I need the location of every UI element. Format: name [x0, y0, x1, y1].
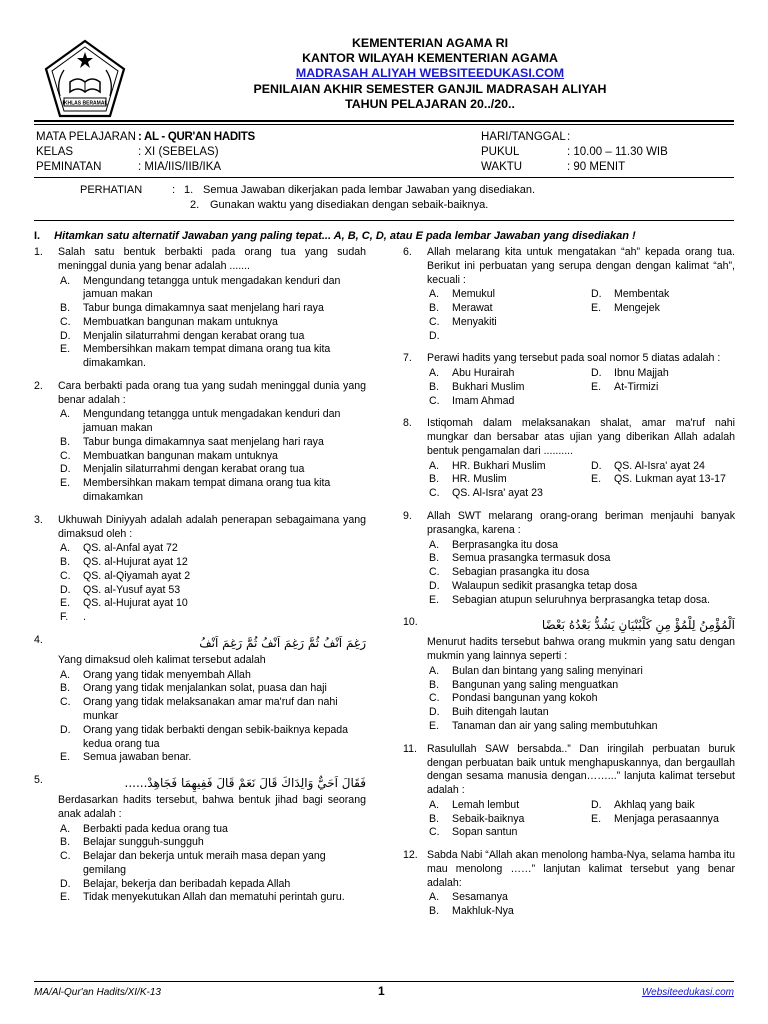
option-text: QS. Al-Isra' ayat 24	[614, 459, 705, 472]
answer-option[interactable]	[58, 450, 366, 464]
option-letter: E.	[60, 891, 71, 904]
answer-option[interactable]	[427, 316, 589, 330]
answer-option[interactable]	[58, 463, 366, 477]
option-text: QS. al-Qiyamah ayat 2	[83, 569, 191, 582]
option-letter: C.	[60, 696, 71, 709]
attention-item-2: Gunakan waktu yang disediakan dengan sebaik-baiknya.	[210, 199, 489, 211]
question-item	[403, 743, 735, 840]
option-text: Bukhari Muslim	[452, 380, 525, 393]
option-letter: F.	[60, 611, 69, 624]
attention-item-1: Semua Jawaban dikerjakan pada lembar Jawaban yang disediakan.	[203, 184, 536, 196]
option-text: Mengundang tetangga untuk mengadakan kenduri dan jamuan makan	[83, 274, 341, 301]
answer-option	[589, 826, 759, 840]
option-letter: C.	[60, 449, 71, 462]
option-letter: D.	[429, 579, 440, 592]
option-text: QS. al-Anfal ayat 72	[83, 542, 178, 555]
option-text: Membuatkan bangunan makam untuknya	[83, 315, 278, 328]
question-text: Menurut hadits tersebut bahwa orang mukmin yang satu dengan mukmin yang lainnya seperti :	[427, 636, 735, 663]
option-letter: C.	[429, 315, 440, 328]
option-letter: E.	[60, 477, 71, 490]
question-number: 4.	[34, 633, 43, 646]
option-text: Belajar, bekerja dan beribadah kepada Allah	[83, 877, 291, 890]
answer-option[interactable]	[58, 436, 366, 450]
option-letter: C.	[429, 826, 440, 839]
option-text: Mengundang tetangga untuk mengadakan kenduri dan jamuan makan	[83, 408, 341, 435]
option-letter: D.	[60, 463, 71, 476]
answer-option[interactable]	[427, 460, 589, 474]
option-letter: E.	[591, 812, 602, 825]
option-text: Berprasangka itu dosa	[452, 538, 559, 551]
option-letter: E.	[60, 751, 71, 764]
answer-option[interactable]	[427, 566, 735, 580]
question-number: 9.	[403, 510, 412, 523]
options-list	[58, 669, 366, 765]
question-number: 6.	[403, 246, 412, 258]
time-label: PUKUL	[481, 146, 520, 158]
answer-option[interactable]	[427, 665, 735, 679]
answer-option[interactable]	[427, 799, 589, 813]
footer-website-link[interactable]: Websiteedukasi.com	[641, 987, 734, 998]
answer-option[interactable]	[58, 696, 366, 724]
option-text: Menjalin silaturrahmi dengan kerabat orang tua	[83, 463, 305, 476]
answer-option[interactable]	[427, 381, 589, 395]
answer-option[interactable]	[427, 826, 589, 840]
question-number: 2.	[34, 379, 43, 392]
option-text: Makhluk-Nya	[452, 905, 514, 918]
answer-option[interactable]	[58, 316, 366, 330]
question-number: 7.	[403, 352, 412, 365]
school-name: MADRASAH ALIYAH WEBSITEEDUKASI.COM	[295, 66, 565, 80]
option-text: Sesamanya	[452, 891, 508, 904]
duration-label: WAKTU	[481, 161, 523, 173]
major-label: PEMINATAN	[36, 161, 102, 173]
question-text: Istiqomah dalam melaksanakan shalat, amar ma'ruf nahi mungkar dan bersabar atas ujian yang diberikan Allah adalah bentuk pengamalan dari ..........	[427, 417, 735, 457]
options-grid	[427, 460, 735, 501]
option-text: Menjaga perasaannya	[614, 812, 719, 825]
option-text: Orang yang tidak menyembah Allah	[83, 668, 251, 681]
answer-option[interactable]	[427, 473, 589, 487]
option-letter: E.	[60, 597, 71, 610]
option-letter: B.	[429, 552, 440, 565]
option-text: Membersihkan makam tempat dimana orang tua kita dimakamkan	[83, 477, 331, 504]
section-number: I.	[34, 230, 41, 242]
answer-option[interactable]	[589, 367, 759, 381]
option-text: Tabur bunga dimakamnya saat menjelang hari raya	[83, 302, 324, 315]
option-letter: B.	[429, 302, 440, 315]
answer-option[interactable]	[58, 669, 366, 683]
time-value: : 10.00 – 11.30 WIB	[567, 146, 668, 158]
answer-option[interactable]	[427, 679, 735, 693]
question-number: 3.	[34, 513, 43, 526]
question-text: Ukhuwah Diniyyah adalah adalah penerapan sebagaimana yang dimaksud oleh :	[58, 513, 366, 540]
answer-option	[589, 330, 759, 344]
option-text: Imam Ahmad	[452, 394, 515, 407]
class-value: : XI (SEBELAS)	[138, 146, 219, 158]
option-letter: A.	[429, 538, 440, 551]
subject-value: : AL - QUR'AN HADITS	[138, 131, 255, 143]
question-item	[34, 634, 366, 765]
option-text: QS. al-Hujurat ayat 10	[83, 597, 188, 610]
option-letter: B.	[60, 836, 71, 849]
question-text: Berdasarkan hadits tersebut, bahwa bentuk jihad bagi seorang anak adalah :	[58, 794, 366, 820]
answer-option[interactable]	[58, 682, 366, 696]
answer-option[interactable]	[589, 381, 759, 395]
option-text: Tidak menyekutukan Allah dan mematuhi perintah guru.	[83, 891, 345, 904]
ministry-title: KEMENTERIAN AGAMA RI	[351, 36, 509, 50]
option-text: Pondasi bangunan yang kokoh	[452, 692, 598, 705]
option-text: Walaupun sedikit prasangka tetap dosa	[452, 579, 638, 592]
answer-option[interactable]	[58, 343, 366, 371]
question-number: 11.	[403, 742, 417, 755]
answer-option[interactable]	[58, 477, 366, 505]
question-number: 5.	[34, 774, 43, 787]
question-text: Sabda Nabi “Allah akan menolong hamba-Nya, selama hamba itu mau menolong ……” lanjutan kalimat tersebut yang benar adalah:	[427, 849, 735, 889]
options-list	[427, 665, 735, 734]
options-grid	[427, 367, 735, 408]
option-text: Membersihkan makam tempat dimana orang tua kita dimakamkan.	[83, 343, 331, 370]
section-instruction: Hitamkan satu alternatif Jawaban yang paling tepat... A, B, C, D, atau E pada lembar Jawaban yang disediakan !	[54, 230, 636, 242]
option-text: Bulan dan bintang yang saling menyinari	[452, 664, 643, 677]
answer-option[interactable]	[427, 905, 735, 919]
option-letter: C.	[60, 850, 71, 863]
question-item	[403, 417, 735, 501]
question-number: 8.	[403, 417, 412, 430]
arabic-text: فَقَالَ اَحَيٌّ وَالِدَاكَ قَالَ نَعَمْ قَالَ فَفِيهِمَا فَجَاهِدْ......	[124, 776, 366, 791]
header-rule	[34, 120, 734, 122]
option-text: Belajar dan bekerja untuk meraih masa depan yang gemilang	[83, 850, 326, 876]
options-grid	[427, 288, 735, 343]
option-text: Orang yang tidak melaksanakan amar ma'ruf dan nahi munkar	[83, 696, 338, 722]
option-text: Tabur bunga dimakamnya saat menjelang hari raya	[83, 435, 324, 448]
option-text: Belajar sungguh-sungguh	[83, 836, 204, 849]
answer-option[interactable]	[427, 552, 735, 566]
answer-option[interactable]	[58, 275, 366, 303]
options-list	[427, 891, 735, 919]
option-text: .	[83, 611, 86, 624]
option-text: Tanaman dan air yang saling membutuhkan	[452, 719, 658, 732]
logo-motto: IKHLAS BERAMAL	[62, 100, 108, 107]
question-text: Allah melarang kita untuk mengatakan “ah” kepada orang tua. Berikut ini perbuatan yang serupa dengan dengan kalimat “ah”, kecuali :	[427, 246, 735, 286]
option-letter: E.	[591, 302, 602, 315]
option-letter: A.	[60, 542, 71, 555]
arabic-text: اَلْمُؤْمِنُ لِلْمُؤْ مِنِ كَلْبُنْيَانِ يَشُدُّ بَعْدُهُ بَعْضًا	[541, 618, 735, 633]
answer-option	[589, 395, 759, 409]
option-text: QS. Lukman ayat 13-17	[614, 473, 726, 486]
question-item	[403, 616, 735, 733]
attention-rule	[34, 220, 734, 221]
option-text: QS. al-Yusuf ayat 53	[83, 583, 181, 596]
question-text: Allah SWT melarang orang-orang beriman menjauhi banyak prasangka, karena :	[427, 510, 735, 536]
question-number: 1.	[34, 246, 43, 258]
answer-option[interactable]	[58, 724, 366, 752]
answer-option[interactable]	[427, 891, 735, 905]
option-letter: B.	[60, 682, 71, 695]
day-value: :	[567, 131, 571, 143]
answer-option[interactable]	[427, 580, 735, 594]
answer-option[interactable]	[58, 823, 366, 837]
option-letter: C.	[429, 692, 440, 705]
question-text: Rasulullah SAW bersabda..” Dan iringilah perbuatan buruk dengan perbuatan baik untuk menghapuskannya, dan bergaullah dengan sesama manusia dengan……...” lanjuta kalimat tersebut adalah :	[427, 742, 735, 797]
option-letter: E.	[429, 719, 440, 732]
option-letter: D.	[60, 723, 71, 736]
option-text: HR. Bukhari Muslim	[452, 459, 546, 472]
option-text: Menyakiti	[452, 315, 497, 328]
footer-rule	[34, 981, 734, 982]
option-letter: B.	[429, 812, 440, 825]
option-text: Merawat	[452, 302, 493, 315]
answer-option[interactable]	[427, 720, 735, 734]
question-item	[34, 380, 366, 505]
questions-right-column	[403, 246, 735, 928]
info-rule	[34, 177, 734, 178]
academic-year: TAHUN PELAJARAN 20../20..	[345, 97, 515, 111]
option-letter: D.	[429, 329, 440, 342]
answer-option[interactable]	[58, 408, 366, 436]
option-letter: D.	[60, 877, 71, 890]
option-text: Bangunan yang saling menguatkan	[452, 678, 619, 691]
answer-option[interactable]	[427, 330, 589, 344]
answer-option[interactable]	[589, 799, 759, 813]
option-text: QS. al-Hujurat ayat 12	[83, 556, 188, 569]
question-number: 10.	[403, 616, 418, 629]
option-letter: D.	[429, 706, 440, 719]
option-letter: B.	[429, 678, 440, 691]
question-item	[34, 514, 366, 625]
answer-option[interactable]	[58, 570, 366, 584]
option-text: Berbakti pada kedua orang tua	[83, 822, 228, 835]
option-letter: A.	[429, 891, 440, 904]
options-grid	[427, 799, 735, 840]
option-text: HR. Muslim	[452, 473, 507, 486]
option-letter: A.	[429, 798, 440, 811]
exam-title: PENILAIAN AKHIR SEMESTER GANJIL MADRASAH ALIYAH	[253, 82, 607, 96]
option-letter: B.	[60, 556, 71, 569]
page-number: 1	[378, 984, 385, 998]
answer-option	[589, 316, 759, 330]
option-text: Sebagian atupun seluruhnya berprasangka tetap dosa.	[452, 593, 710, 606]
option-text: Sebaik-baiknya	[452, 812, 525, 825]
option-text: Menjalin silaturrahmi dengan kerabat orang tua	[83, 329, 305, 342]
option-text: Orang yang tidak berbakti dengan sebik-baiknya kepada kedua orang tua	[83, 723, 349, 750]
option-letter: D.	[591, 367, 602, 380]
question-item	[34, 246, 366, 371]
question-number: 12.	[403, 849, 418, 862]
answer-option[interactable]	[58, 330, 366, 344]
option-text: Buih ditengah lautan	[452, 706, 549, 719]
option-letter: B.	[60, 435, 71, 448]
option-text: Abu Hurairah	[452, 367, 515, 380]
option-letter: B.	[429, 473, 440, 486]
questions-left-column	[34, 246, 366, 914]
option-letter: C.	[429, 566, 440, 579]
option-text: Memukul	[452, 288, 495, 301]
option-letter: C.	[60, 315, 71, 328]
answer-option[interactable]	[589, 460, 759, 474]
answer-option[interactable]	[427, 288, 589, 302]
question-text: Perawi hadits yang tersebut pada soal nomor 5 diatas adalah :	[427, 352, 721, 365]
arabic-text: رَغِمَ اَنْفُ ثُمَّ رَغِمَ اَنْفُ ثُمَّ رَغِمَ اَنْفُ	[199, 635, 366, 650]
options-list	[58, 275, 366, 371]
answer-option	[589, 487, 759, 501]
option-text: Lemah lembut	[452, 798, 520, 811]
option-letter: C.	[60, 569, 71, 582]
option-letter: D.	[60, 583, 71, 596]
option-text: Ibnu Majjah	[614, 367, 669, 380]
question-item	[403, 510, 735, 607]
answer-option[interactable]	[58, 542, 366, 556]
day-label: HARI/TANGGAL	[481, 131, 566, 143]
option-letter: A.	[60, 822, 71, 835]
option-text: Membuatkan bangunan makam untuknya	[83, 449, 278, 462]
option-letter: A.	[60, 668, 71, 681]
option-text: Orang yang tidak menjalankan solat, puasa dan haji	[83, 682, 327, 695]
question-text: Salah satu bentuk berbakti pada orang tua yang sudah meninggal dunia yang benar adalah .......	[58, 246, 366, 272]
answer-option[interactable]	[58, 597, 366, 611]
answer-option[interactable]	[589, 288, 759, 302]
option-letter: A.	[60, 274, 71, 287]
option-letter: E.	[429, 593, 440, 606]
option-letter: A.	[429, 288, 440, 301]
answer-option[interactable]	[427, 487, 589, 501]
answer-option[interactable]	[58, 878, 366, 892]
option-letter: C.	[429, 394, 440, 407]
option-text: Membentak	[614, 288, 670, 301]
option-text: Semua prasangka termasuk dosa	[452, 552, 611, 565]
answer-option[interactable]	[427, 692, 735, 706]
option-text: Sebagian prasangka itu dosa	[452, 566, 590, 579]
option-letter: E.	[60, 343, 71, 356]
class-label: KELAS	[36, 146, 74, 158]
options-list	[427, 539, 735, 608]
option-text: Semua jawaban benar.	[83, 751, 192, 764]
section-heading	[34, 229, 636, 243]
duration-value: : 90 MENIT	[567, 161, 626, 173]
option-letter: C.	[429, 487, 440, 500]
option-letter: B.	[60, 302, 71, 315]
answer-option[interactable]	[427, 594, 735, 608]
options-list	[58, 823, 366, 906]
footer-code: MA/Al-Qur'an Hadits/XI/K-13	[34, 987, 161, 998]
options-list	[58, 408, 366, 504]
question-item	[403, 849, 735, 919]
answer-option[interactable]	[58, 751, 366, 765]
major-value: : MIA/IIS/IIB/IKA	[138, 161, 222, 173]
options-list	[58, 542, 366, 625]
attention-num-1: 1.	[184, 184, 194, 196]
question-text: Cara berbakti pada orang tua yang sudah meninggal dunia yang benar adalah :	[58, 379, 366, 406]
answer-option[interactable]	[427, 539, 735, 553]
question-item	[34, 774, 366, 905]
office-title: KANTOR WILAYAH KEMENTERIAN AGAMA	[302, 51, 558, 65]
answer-option[interactable]	[58, 611, 366, 625]
kemenag-logo	[42, 38, 128, 120]
option-text: At-Tirmizi	[614, 380, 659, 393]
answer-option[interactable]	[427, 813, 589, 827]
option-text: QS. Al-Isra' ayat 23	[452, 487, 543, 500]
attention-num-2: 2.	[190, 199, 200, 211]
answer-option[interactable]	[589, 813, 759, 827]
option-text: Sopan santun	[452, 826, 518, 839]
option-letter: A.	[60, 408, 71, 421]
option-text: Akhlaq yang baik	[614, 798, 695, 811]
option-letter: A.	[429, 459, 440, 472]
option-letter: D.	[591, 288, 602, 301]
subject-label: MATA PELAJARAN	[36, 131, 136, 143]
option-letter: A.	[429, 664, 440, 677]
option-letter: E.	[591, 473, 602, 486]
option-letter: A.	[429, 367, 440, 380]
answer-option[interactable]	[58, 302, 366, 316]
answer-option[interactable]	[58, 891, 366, 905]
question-text: Yang dimaksud oleh kalimat tersebut adalah	[58, 653, 266, 666]
option-text: Mengejek	[614, 302, 660, 315]
answer-option[interactable]	[427, 367, 589, 381]
option-letter: D.	[60, 329, 71, 342]
option-letter: B.	[429, 380, 440, 393]
option-letter: D.	[591, 459, 602, 472]
option-letter: D.	[591, 798, 602, 811]
answer-option[interactable]	[58, 556, 366, 570]
attention-colon: :	[172, 184, 176, 196]
header-rule-thin	[34, 124, 734, 125]
answer-option[interactable]	[58, 584, 366, 598]
answer-option[interactable]	[589, 302, 759, 316]
question-item	[403, 246, 735, 343]
answer-option[interactable]	[427, 706, 735, 720]
option-letter: E.	[591, 380, 602, 393]
answer-option[interactable]	[58, 850, 366, 878]
answer-option[interactable]	[427, 302, 589, 316]
question-item	[403, 352, 735, 408]
attention-label: PERHATIAN	[80, 184, 143, 196]
answer-option[interactable]	[589, 473, 759, 487]
answer-option[interactable]	[427, 395, 589, 409]
answer-option[interactable]	[58, 836, 366, 850]
option-letter: B.	[429, 905, 440, 918]
